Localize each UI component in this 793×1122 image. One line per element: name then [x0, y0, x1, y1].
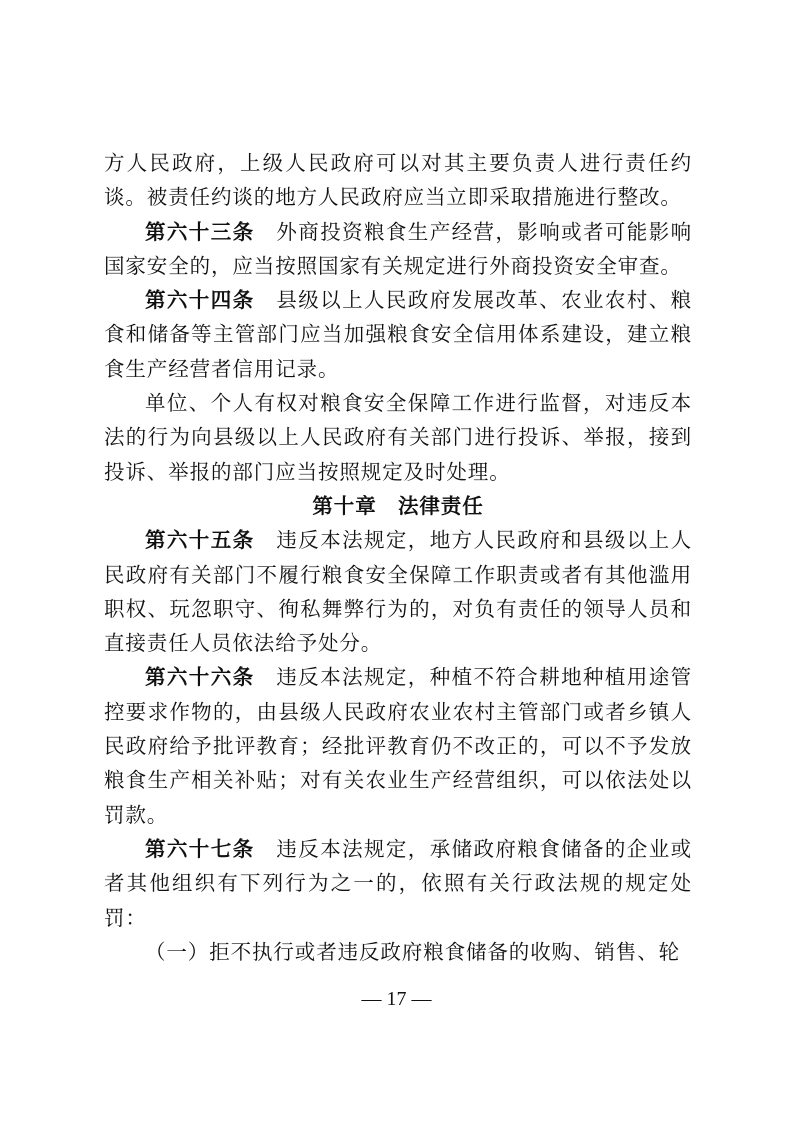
article-number: 第六十五条 — [145, 528, 255, 553]
paragraph-text: 违反本法规定，地方人民政府和县级以上人民政府有关部门不履行粮食安全保障工作职责或者有其他滥用职权、玩忽职守、徇私舞弊行为的，对负有责任的领导人员和直接责任人员依法给予处分。 — [104, 528, 692, 656]
article-number: 第六十四条 — [145, 288, 255, 313]
list-item — [104, 935, 692, 969]
paragraph-text: 方人民政府，上级人民政府可以对其主要负责人进行责任约谈。被责任约谈的地方人民政府应当立即采取措施进行整改。 — [104, 151, 692, 210]
article-65 — [104, 523, 692, 660]
article-63 — [104, 215, 692, 284]
article-66 — [104, 660, 692, 831]
document-body — [104, 146, 692, 969]
paragraph-text: 违反本法规定，种植不符合耕地种植用途管控要求作物的，由县级人民政府农业农村主管部门或者乡镇人民政府给予批评教育；经批评教育仍不改正的，可以不予发放粮食生产相关补贴；对有关农业生产经营组织，可以依法处以罚款。 — [104, 665, 692, 827]
paragraph-text: （一）拒不执行或者违反政府粮食储备的收购、销售、轮 — [145, 939, 680, 964]
paragraph-text: 外商投资粮食生产经营，影响或者可能影响国家安全的，应当按照国家有关规定进行外商投资安全审查。 — [104, 219, 692, 278]
paragraph-text: 单位、个人有权对粮食安全保障工作进行监督，对违反本法的行为向县级以上人民政府有关部门进行投诉、举报，接到投诉、举报的部门应当按照规定及时处理。 — [104, 391, 692, 484]
chapter-heading: 第十章 法律责任 — [312, 493, 484, 518]
article-number: 第六十七条 — [145, 836, 255, 861]
paragraph-text: 违反本法规定，承储政府粮食储备的企业或者其他组织有下列行为之一的，依照有关行政法规的规定处罚： — [104, 836, 692, 930]
article-number: 第六十三条 — [145, 219, 255, 244]
paragraph — [104, 386, 692, 489]
paragraph-continuation — [104, 146, 692, 215]
paragraph-text: 县级以上人民政府发展改革、农业农村、粮食和储备等主管部门应当加强粮食安全信用体系建设，建立粮食生产经营者信用记录。 — [104, 288, 692, 381]
article-64 — [104, 283, 692, 386]
article-67 — [104, 832, 692, 935]
article-number: 第六十六条 — [145, 665, 255, 690]
page-number: — 17 — — [361, 988, 432, 1010]
